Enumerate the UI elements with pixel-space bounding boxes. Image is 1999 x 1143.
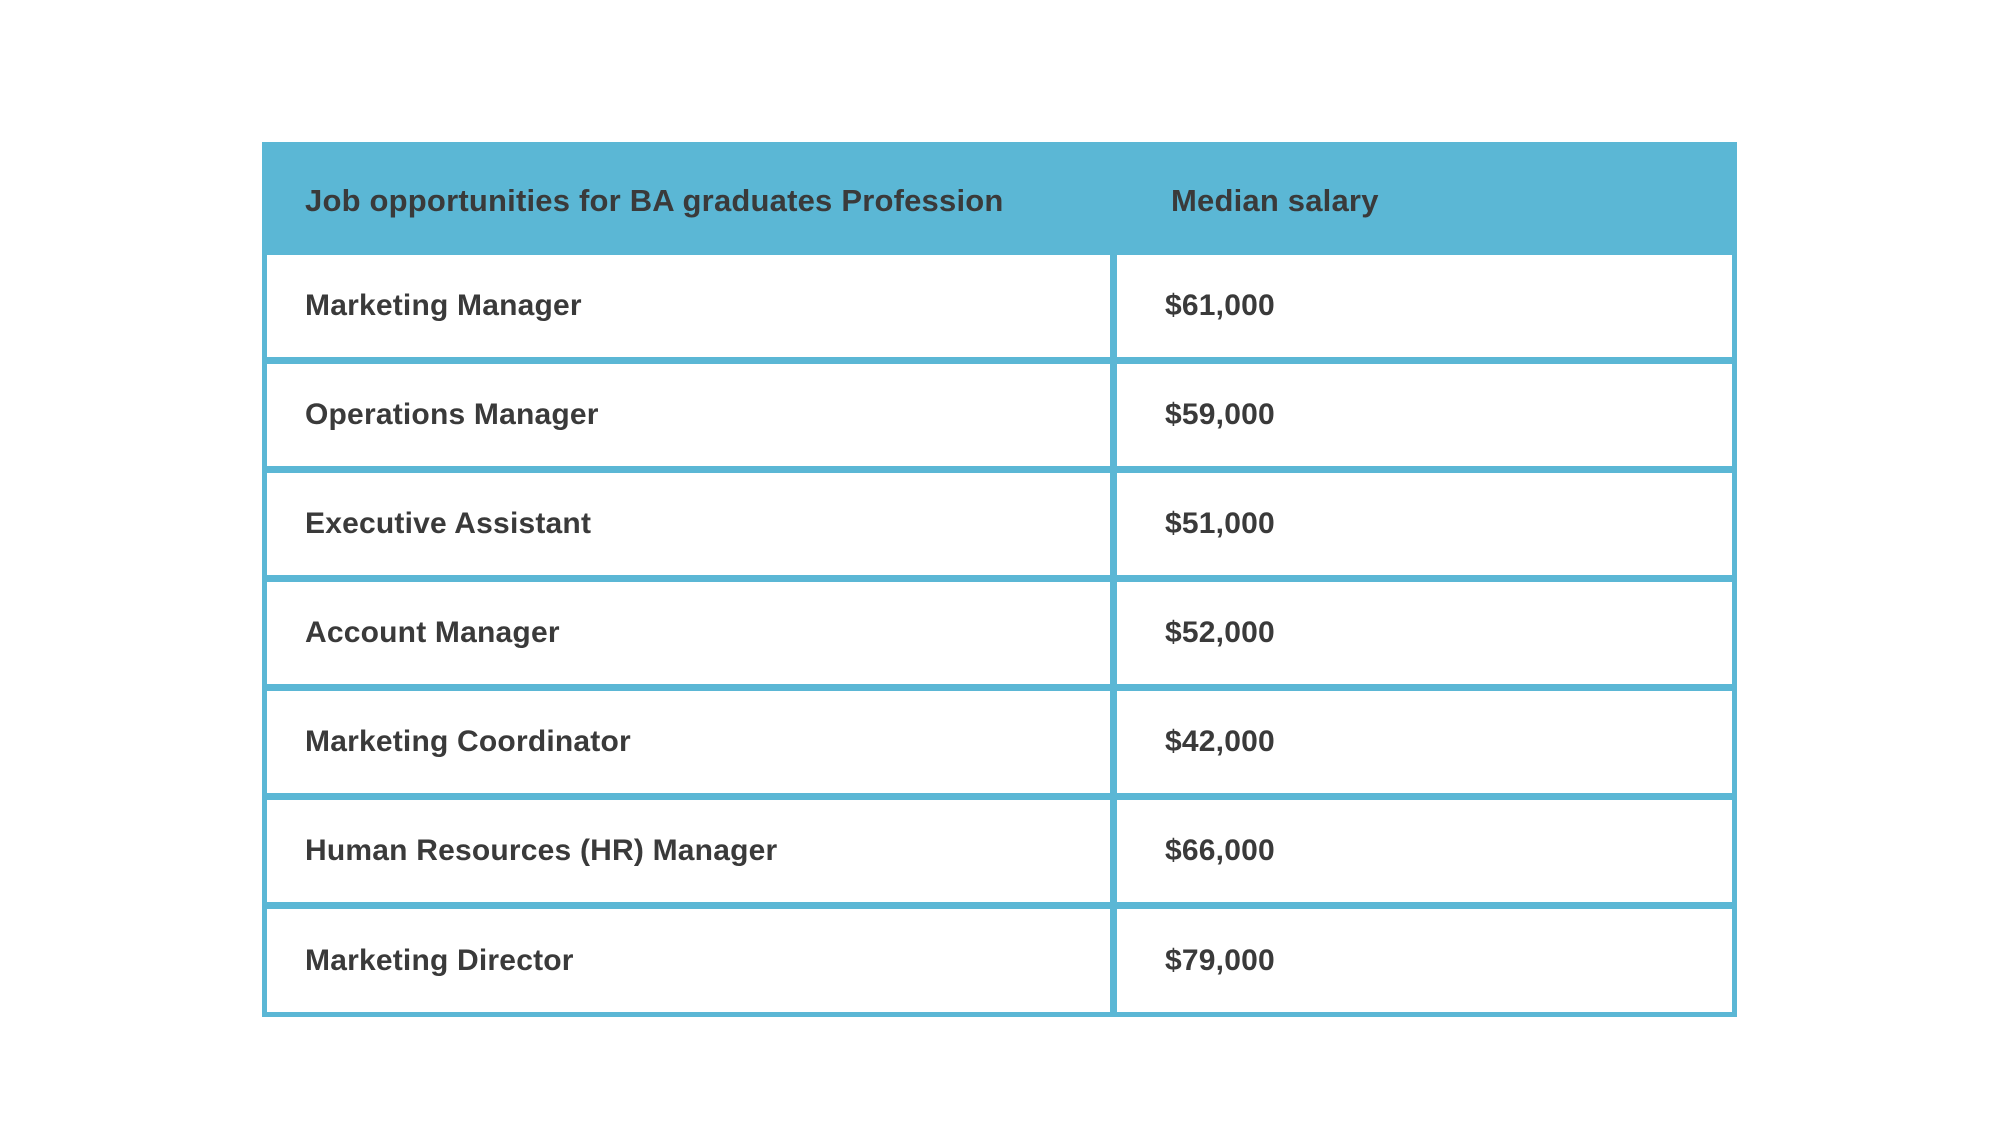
table-row (267, 800, 1732, 909)
salary-cell: $59,000 (1165, 398, 1275, 431)
table-row (267, 909, 1732, 1012)
table-row (267, 691, 1732, 800)
salary-cell: $52,000 (1165, 616, 1275, 649)
profession-cell: Human Resources (HR) Manager (267, 800, 1117, 902)
table-row (267, 255, 1732, 364)
table-row (267, 364, 1732, 473)
profession-cell: Account Manager (267, 582, 1117, 684)
salary-table (262, 142, 1737, 1017)
profession-cell: Executive Assistant (267, 473, 1117, 575)
salary-cell: $61,000 (1165, 289, 1275, 322)
salary-cell: $66,000 (1165, 834, 1275, 867)
profession-cell: Marketing Coordinator (267, 691, 1117, 793)
profession-cell: Marketing Manager (267, 255, 1117, 357)
profession-cell: Operations Manager (267, 364, 1117, 466)
table-row (267, 582, 1732, 691)
salary-cell: $51,000 (1165, 507, 1275, 540)
salary-cell: $42,000 (1165, 725, 1275, 758)
table-header-row (267, 147, 1732, 255)
salary-cell: $79,000 (1165, 943, 1275, 977)
table-row (267, 473, 1732, 582)
profession-cell: Marketing Director (267, 909, 1117, 1012)
header-median-salary: Median salary (1171, 183, 1379, 218)
header-profession: Job opportunities for BA graduates Profession (305, 183, 1004, 218)
